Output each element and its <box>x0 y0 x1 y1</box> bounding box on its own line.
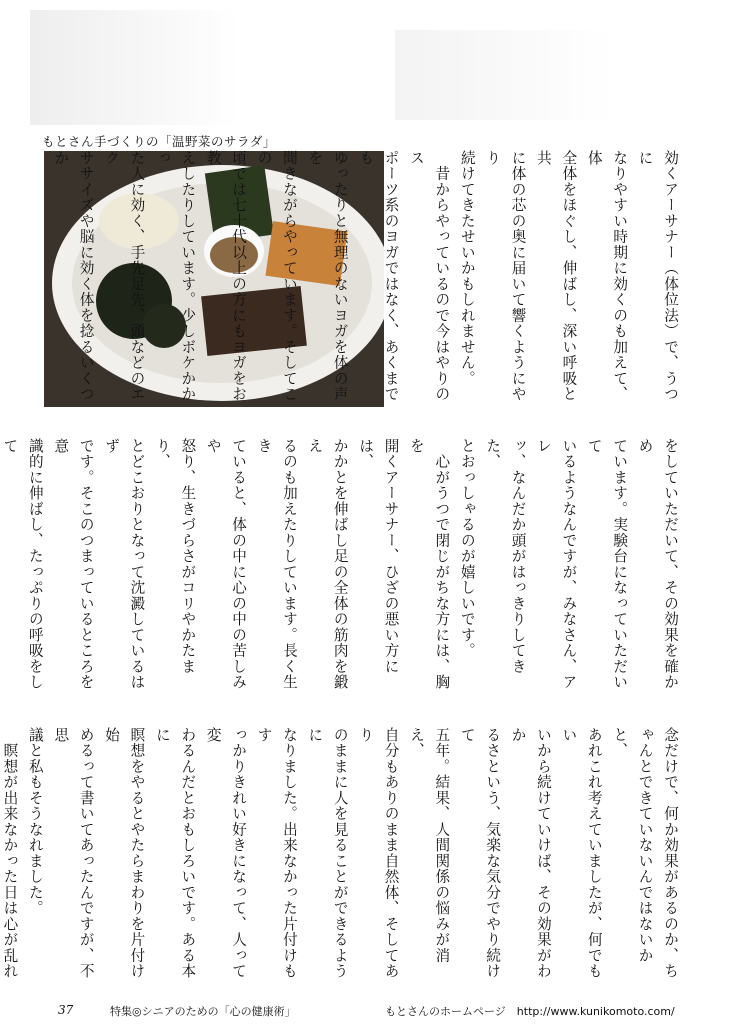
article-column-top: 効くアーサナー（体位法）で、うつに なりやすい時期に効くのも加えて、体 全体をほぐし、伸ばし、深い呼吸と共 に体の芯の奥に届いて響くようにやり 続けてきたせいかもしれません。 昔からやっているので今はやりのス ポーツ系のヨガではなく、あくまでも ゆったりと無理のないヨガを体の声を 聞きながらやっています。そしてこの 頃では七十代以上の方にもヨガをお教 えしたりしています。少しボケかかっ た人に効く、手先足先、頭などのエク ササイズや脳に効く体を捻るいくつか <box>52 150 679 402</box>
faded-title-artwork <box>30 10 240 125</box>
photo-caption: もとさん手づくりの「温野菜のサラダ」 <box>42 134 276 149</box>
series-title: 特集◎シニアのための「心の健康術」 <box>110 1005 296 1018</box>
faded-header-artwork <box>395 30 615 120</box>
homepage-link[interactable]: もとさんのホームページ http://www.kunikomoto.com/ <box>385 1005 675 1018</box>
page-number: 37 <box>58 1003 74 1017</box>
article-column-bottom: 念だけで、何か効果があるのか、ち ゃんとできていないんではないかと、 あれこれ考えていましたが、何でもい いから続けていけば、その効果がわか るさという、気楽な気分でやり続けて 五年。結果、人間関係の悩みが消え、 自分もありのまま自然体、そしてあり のままに人を見ることができるように なりました。出来なかった片付けもす っかりきれい好きになって、人って変 わるんだとおもしろいです。ある本に 瞑想をやるとやたらまわりを片付け始 めるって書いてあったんですが、不思 議と私もそうなれました。 瞑想が出来なかった日は心が乱れ <box>1 727 679 979</box>
article-column-middle: をしていただいて、その効果を確かめ ています。実験台になっていただいて いるようなんですが、みなさん、アレ ッ、なんだか頭がはっきりしてきた、 とおっしゃるのが嬉しいです。 心がうつで閉じがちな方には、胸を 開くアーサナー、ひざの悪い方には、 かかとを伸ばし足の全体の筋肉を鍛え るのも加えたりしています。長く生き ていると、体の中に心の中の苦しみや 怒り、生きづらさがコリやかたまり、 とどこおりとなって沈澱しているはず です。そこのつまっているところを意 識的に伸ばし、たっぷりの呼吸をして <box>1 438 679 690</box>
